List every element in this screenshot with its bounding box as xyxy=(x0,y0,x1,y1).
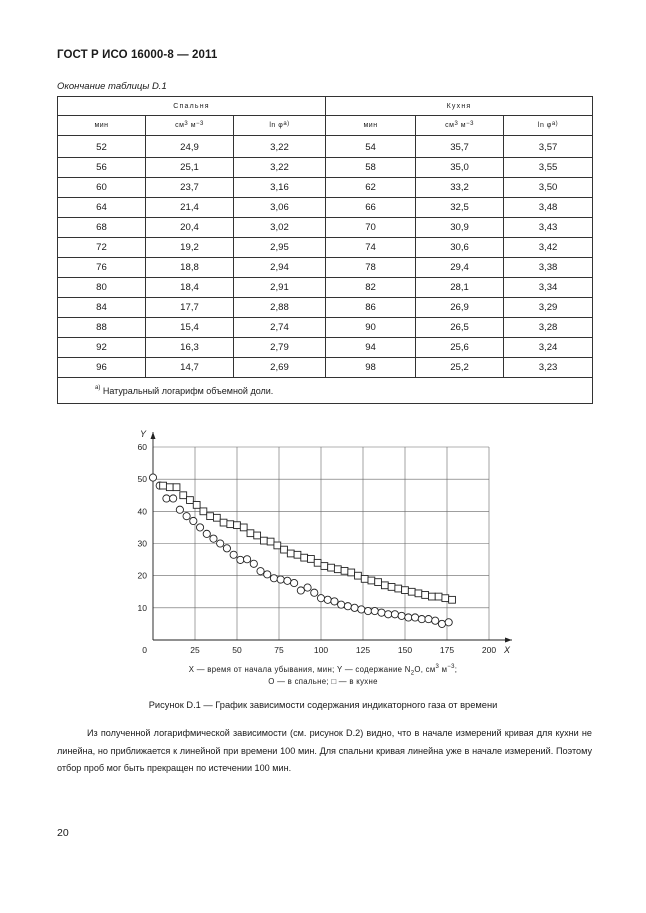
kitchen-point xyxy=(388,584,395,591)
bedroom-point xyxy=(196,524,203,531)
bedroom-point xyxy=(270,575,277,582)
table-cell: 33,2 xyxy=(416,178,504,198)
table-cell: 2,94 xyxy=(234,258,326,278)
table-cell: 2,91 xyxy=(234,278,326,298)
table-cell: 3,38 xyxy=(504,258,593,278)
table-cell: 3,24 xyxy=(504,338,593,358)
bedroom-point xyxy=(163,495,170,502)
figure-caption: Рисунок D.1 — График зависимости содержания индикаторного газа от времени xyxy=(148,700,498,710)
table-cell: 3,22 xyxy=(234,158,326,178)
kitchen-point xyxy=(395,585,402,592)
chart-legend-line1: X — время от начала убывания, мин; Y — содержание $N_2O$, $см^3$ $м^{-3}$; xyxy=(188,664,458,677)
bedroom-point xyxy=(358,606,365,613)
col-header-min: мин xyxy=(58,116,146,136)
x-tick-label: 175 xyxy=(439,645,455,655)
table-cell: 15,4 xyxy=(146,318,234,338)
page-number: 20 xyxy=(57,827,69,839)
bedroom-point xyxy=(445,619,452,626)
table-row xyxy=(58,198,593,218)
table-row xyxy=(58,318,593,338)
table-cell: 98 xyxy=(326,358,416,378)
table-row xyxy=(58,178,593,198)
y-tick-label: 20 xyxy=(137,570,147,581)
bedroom-point xyxy=(291,579,298,586)
x-tick-label: 25 xyxy=(190,645,200,655)
table-cell: 3,50 xyxy=(504,178,593,198)
col-header-conc: $см^3$ $м^{-3}$ xyxy=(146,116,234,136)
table-cell: 3,02 xyxy=(234,218,326,238)
table-cell: 74 xyxy=(326,238,416,258)
table-cell: 72 xyxy=(58,238,146,258)
table-cell: 18,4 xyxy=(146,278,234,298)
bedroom-point xyxy=(257,568,264,575)
kitchen-point xyxy=(287,550,294,557)
kitchen-point xyxy=(227,521,234,528)
kitchen-point xyxy=(267,538,274,545)
kitchen-point xyxy=(173,484,180,491)
table-cell: 32,5 xyxy=(416,198,504,218)
bedroom-point xyxy=(317,595,324,602)
table-cell: 29,4 xyxy=(416,258,504,278)
bedroom-point xyxy=(391,611,398,618)
bedroom-point xyxy=(250,560,257,567)
table-cell: 2,69 xyxy=(234,358,326,378)
table-cell: 23,7 xyxy=(146,178,234,198)
kitchen-point xyxy=(213,514,220,521)
bedroom-point xyxy=(170,495,177,502)
x-tick-label: 100 xyxy=(313,645,329,655)
table-row xyxy=(58,298,593,318)
kitchen-point xyxy=(314,559,321,566)
bedroom-point xyxy=(190,517,197,524)
table-cell: 35,0 xyxy=(416,158,504,178)
kitchen-point xyxy=(240,524,247,531)
kitchen-point xyxy=(308,556,315,563)
kitchen-point xyxy=(234,522,241,529)
kitchen-point xyxy=(375,579,382,586)
bedroom-point xyxy=(277,576,284,583)
bedroom-point xyxy=(230,551,237,558)
kitchen-point xyxy=(348,569,355,576)
table-cell: 25,6 xyxy=(416,338,504,358)
bedroom-point xyxy=(210,535,217,542)
bedroom-point xyxy=(217,540,224,547)
bedroom-point xyxy=(364,607,371,614)
bedroom-point xyxy=(284,577,291,584)
table-footnote: $^{а)}$ Натуральный логарифм объемной доли. xyxy=(58,378,593,404)
kitchen-point xyxy=(160,482,167,489)
kitchen-point xyxy=(207,513,214,520)
y-tick-label: 50 xyxy=(137,474,147,485)
bedroom-point xyxy=(176,506,183,513)
kitchen-point xyxy=(247,530,254,537)
table-row xyxy=(58,158,593,178)
table-cell: 82 xyxy=(326,278,416,298)
table-cell: 3,06 xyxy=(234,198,326,218)
kitchen-point xyxy=(408,588,415,595)
table-cell: 2,95 xyxy=(234,238,326,258)
kitchen-point xyxy=(321,563,328,570)
kitchen-point xyxy=(361,575,368,582)
table-cell: 66 xyxy=(326,198,416,218)
kitchen-point xyxy=(193,502,200,509)
table-cell: 3,23 xyxy=(504,358,593,378)
bedroom-point xyxy=(371,607,378,614)
bedroom-point xyxy=(385,611,392,618)
table-cell: 3,57 xyxy=(504,138,593,158)
table-cell: 88 xyxy=(58,318,146,338)
x-tick-label: 150 xyxy=(397,645,413,655)
table-cell: 52 xyxy=(58,138,146,158)
x-tick-label: 75 xyxy=(274,645,284,655)
table-cell: 80 xyxy=(58,278,146,298)
kitchen-point xyxy=(435,593,442,600)
bedroom-point xyxy=(418,615,425,622)
bedroom-point xyxy=(331,598,338,605)
table-cell: 20,4 xyxy=(146,218,234,238)
x-tick-label: 50 xyxy=(232,645,242,655)
col-header-ln: $\ln \varphi^{а)}$ xyxy=(504,116,593,136)
table-cell: 35,7 xyxy=(416,138,504,158)
kitchen-point xyxy=(187,497,194,504)
table-cell: 64 xyxy=(58,198,146,218)
table-cell: 58 xyxy=(326,158,416,178)
x-axis-arrow xyxy=(505,638,512,643)
table-cell: 86 xyxy=(326,298,416,318)
kitchen-point xyxy=(334,566,341,573)
bedroom-point xyxy=(297,587,304,594)
table-cell: 2,74 xyxy=(234,318,326,338)
table-row xyxy=(58,358,593,378)
kitchen-point xyxy=(381,582,388,589)
table-cell: 62 xyxy=(326,178,416,198)
table-cell: 84 xyxy=(58,298,146,318)
bedroom-point xyxy=(203,530,210,537)
table-row xyxy=(58,338,593,358)
table-cell: 92 xyxy=(58,338,146,358)
table-cell: 3,29 xyxy=(504,298,593,318)
table-cell: 17,7 xyxy=(146,298,234,318)
table-cell: 2,88 xyxy=(234,298,326,318)
bedroom-point xyxy=(149,474,156,481)
kitchen-point xyxy=(341,567,348,574)
document-header: ГОСТ Р ИСО 16000-8 — 2011 xyxy=(57,49,218,61)
table-cell: 28,1 xyxy=(416,278,504,298)
body-paragraph: Из полученной логарифмической зависимости (см. рисунок D.2) видно, что в начале измерений кривая для кухни не линейна, но приближается к линейной при времени 100 мин. Для спальни кривая линейна уже в начале измерений. Поэтому отбор проб мог быть прекращен по истечении 100 мин. xyxy=(57,728,592,773)
y-tick-label: 60 xyxy=(137,442,147,452)
table-cell: 2,79 xyxy=(234,338,326,358)
table-cell: 19,2 xyxy=(146,238,234,258)
kitchen-point xyxy=(355,572,362,579)
table-cell: 30,6 xyxy=(416,238,504,258)
table-cell: 14,7 xyxy=(146,358,234,378)
kitchen-point xyxy=(301,554,308,561)
table-cell: 3,43 xyxy=(504,218,593,238)
y-tick-label: 30 xyxy=(137,538,147,549)
table-cell: 78 xyxy=(326,258,416,278)
table-cell: 18,8 xyxy=(146,258,234,278)
table-cell: 60 xyxy=(58,178,146,198)
bedroom-point xyxy=(311,589,318,596)
kitchen-point xyxy=(254,532,261,539)
table-cell: 21,4 xyxy=(146,198,234,218)
table-row xyxy=(58,238,593,258)
bedroom-point xyxy=(338,601,345,608)
bedroom-point xyxy=(398,612,405,619)
table-cell: 26,9 xyxy=(416,298,504,318)
table-cell: 3,22 xyxy=(234,138,326,158)
kitchen-point xyxy=(442,595,449,602)
table-cell: 3,48 xyxy=(504,198,593,218)
table-cell: 3,55 xyxy=(504,158,593,178)
kitchen-point xyxy=(402,587,409,594)
table-cell: 30,9 xyxy=(416,218,504,238)
bedroom-point xyxy=(243,556,250,563)
table-cell: 94 xyxy=(326,338,416,358)
table-cell: 3,34 xyxy=(504,278,593,298)
table-cell: 70 xyxy=(326,218,416,238)
table-cell: 54 xyxy=(326,138,416,158)
table-cell: 90 xyxy=(326,318,416,338)
y-axis-label: Y xyxy=(139,429,147,439)
bedroom-point xyxy=(378,609,385,616)
kitchen-point xyxy=(180,492,187,499)
bedroom-point xyxy=(425,615,432,622)
bedroom-point xyxy=(264,571,271,578)
table-cell: 25,1 xyxy=(146,158,234,178)
bedroom-point xyxy=(156,482,163,489)
bedroom-point xyxy=(183,513,190,520)
bedroom-point xyxy=(405,614,412,621)
bedroom-point xyxy=(223,545,230,552)
kitchen-point xyxy=(422,592,429,599)
table-cell: 96 xyxy=(58,358,146,378)
bedroom-point xyxy=(304,584,311,591)
table-caption: Окончание таблицы D.1 xyxy=(57,81,167,92)
bedroom-point xyxy=(438,620,445,627)
y-tick-label: 40 xyxy=(137,506,147,517)
table-row xyxy=(58,278,593,298)
bedroom-point xyxy=(344,603,351,610)
table-cell: 3,42 xyxy=(504,238,593,258)
kitchen-point xyxy=(274,542,281,549)
bedroom-point xyxy=(324,596,331,603)
col-header-ln: $\ln \varphi^{а)}$ xyxy=(234,116,326,136)
bedroom-point xyxy=(411,614,418,621)
kitchen-point xyxy=(368,577,375,584)
table-row xyxy=(58,218,593,238)
kitchen-point xyxy=(220,519,227,526)
col-header-conc: $см^3$ $м^{-3}$ xyxy=(416,116,504,136)
chart-legend-line2: О — в спальне; □ — в кухне xyxy=(268,677,378,686)
table-cell: 68 xyxy=(58,218,146,238)
table-cell: 24,9 xyxy=(146,138,234,158)
y-tick-label: 10 xyxy=(137,602,147,613)
table-cell: 16,3 xyxy=(146,338,234,358)
kitchen-point xyxy=(260,537,267,544)
kitchen-point xyxy=(281,546,288,553)
bedroom-point xyxy=(351,604,358,611)
bedroom-point xyxy=(432,617,439,624)
table-cell: 3,28 xyxy=(504,318,593,338)
kitchen-point xyxy=(449,596,456,603)
kitchen-point xyxy=(200,508,207,515)
group-header-bedroom: Спальня xyxy=(58,97,326,116)
bedroom-point xyxy=(237,556,244,563)
group-header-kitchen: Кухня xyxy=(326,97,593,116)
origin-label: 0 xyxy=(142,645,147,655)
col-header-min: мин xyxy=(326,116,416,136)
table-cell: 26,5 xyxy=(416,318,504,338)
table-cell: 3,16 xyxy=(234,178,326,198)
table-cell: 25,2 xyxy=(416,358,504,378)
table-cell: 56 xyxy=(58,158,146,178)
y-axis-arrow xyxy=(151,432,156,439)
kitchen-point xyxy=(415,590,422,597)
x-tick-label: 200 xyxy=(481,645,497,655)
kitchen-point xyxy=(328,564,335,571)
data-table xyxy=(57,96,593,404)
table-row xyxy=(58,138,593,158)
table-cell: 76 xyxy=(58,258,146,278)
kitchen-point xyxy=(166,484,173,491)
kitchen-point xyxy=(428,593,435,600)
table-row xyxy=(58,258,593,278)
x-tick-label: 125 xyxy=(355,645,371,655)
x-axis-label: X xyxy=(503,645,511,655)
kitchen-point xyxy=(294,551,301,558)
